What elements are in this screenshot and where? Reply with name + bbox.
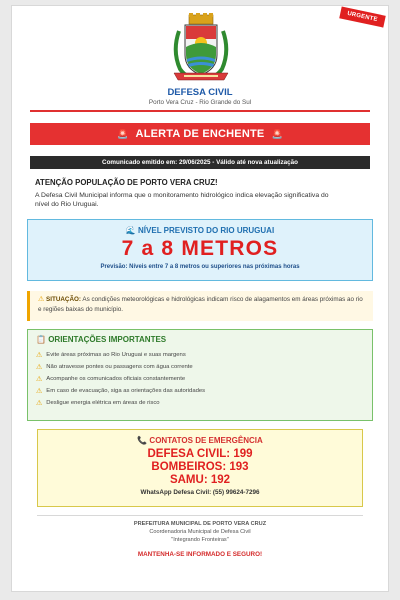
situation-label: SITUAÇÃO: <box>46 296 82 303</box>
list-item <box>36 397 364 409</box>
contact-whatsapp[interactable]: WhatsApp Defesa Civil: (55) 99624-7296 <box>140 489 260 496</box>
warning-icon: ⚠ <box>36 352 43 359</box>
river-level-title-text: NÍVEL PREVISTO DO RIO URUGUAI <box>138 226 275 235</box>
guidance-title <box>36 335 364 344</box>
river-level-value: 7 a 8 METROS <box>121 237 279 260</box>
siren-icon: 🚨 <box>271 128 283 139</box>
footer-divider <box>37 515 363 516</box>
warning-icon: ⚠ <box>36 400 43 407</box>
warning-icon: ⚠ <box>36 376 43 383</box>
phone-icon: 📞 <box>137 436 148 445</box>
guidance-item-text: Desligue energia elétrica em áreas de risco <box>46 400 160 406</box>
attention-heading: ATENÇÃO POPULAÇÃO DE PORTO VERA CRUZ! <box>35 178 218 187</box>
siren-icon: 🚨 <box>117 128 129 139</box>
footer-cta: MANTENHA-SE INFORMADO E SEGURO! <box>137 551 263 558</box>
emergency-contacts-box <box>37 429 363 507</box>
list-item <box>36 349 364 361</box>
river-level-forecast: Previsão: Níveis entre 7 a 8 metros ou superiores nas próximas horas <box>100 264 300 270</box>
river-level-title <box>28 226 372 235</box>
issued-bar: Comunicado emitido em: 29/06/2025 - Válido até nova atualização <box>30 156 370 169</box>
guidance-item-text: Em caso de evacuação, siga as orientações das autoridades <box>46 388 206 394</box>
intro-text: A Defesa Civil Municipal informa que o monitoramento hidrológico indica elevação significativa do nível do Rio Uruguai. <box>35 192 329 209</box>
contact-bombeiros[interactable]: BOMBEIROS: 193 <box>151 461 249 473</box>
wave-icon: 🌊 <box>125 226 136 235</box>
contact-samu[interactable]: SAMU: 192 <box>169 474 231 486</box>
situation-text: As condições meteorológicas e hidrológicas indicam risco de alagamentos em áreas próximas ao rio e regiões baixas do município. <box>38 296 363 313</box>
alert-banner <box>30 123 370 145</box>
footer-prefeitura: PREFEITURA MUNICIPAL DE PORTO VERA CRUZ <box>133 521 267 527</box>
warning-icon: ⚠ <box>36 364 43 371</box>
alert-title: ALERTA DE ENCHENTE <box>135 128 265 140</box>
list-item <box>36 361 364 373</box>
warning-icon: ⚠ <box>36 388 43 395</box>
situation-notice <box>27 291 373 321</box>
urgent-badge: URGENTE <box>339 6 385 27</box>
footer-coordenadoria: Coordenadoria Municipal de Defesa Civil <box>149 529 251 535</box>
guidance-item-text: Evite áreas próximas ao Rio Uruguai e suas margens <box>46 352 186 358</box>
guidance-list <box>36 349 364 409</box>
guidance-item-text: Não atravesse pontes ou passagens com água corrente <box>46 364 193 370</box>
warning-icon: ⚠ <box>38 296 45 303</box>
contact-defesa-civil[interactable]: DEFESA CIVIL: 199 <box>147 448 253 460</box>
clipboard-icon: 📋 <box>36 335 46 344</box>
list-item <box>36 373 364 385</box>
guidance-item-text: Acompanhe os comunicados oficiais constantemente <box>46 376 186 382</box>
list-item <box>36 385 364 397</box>
guidance-box <box>27 329 373 421</box>
footer-motto: "Integrando Fronteiras" <box>171 537 229 543</box>
contacts-title-text: CONTATOS DE EMERGÊNCIA <box>149 436 263 445</box>
river-level-box <box>27 219 373 281</box>
org-location: Porto Vera Cruz - Rio Grande do Sul <box>148 99 252 106</box>
org-title: DEFESA CIVIL <box>167 87 233 98</box>
guidance-title-text: ORIENTAÇÕES IMPORTANTES <box>48 335 167 344</box>
header-divider <box>30 110 370 112</box>
contacts-title <box>38 436 362 445</box>
flood-alert-notice <box>11 5 389 592</box>
municipal-crest-icon <box>170 13 232 85</box>
